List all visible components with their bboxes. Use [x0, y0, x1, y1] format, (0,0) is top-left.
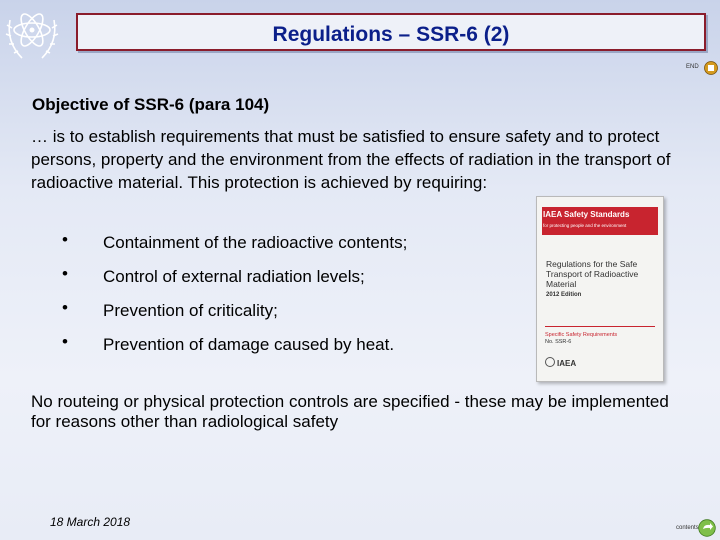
bullet-icon: • [62, 264, 68, 283]
end-label: END [686, 64, 699, 70]
iaea-seal-icon [545, 357, 555, 367]
book-series-sub: for protecting people and the environment [543, 223, 627, 228]
bullet-icon: • [62, 332, 68, 351]
slide-date: 18 March 2018 [50, 515, 131, 529]
book-publisher: IAEA [557, 359, 577, 368]
contents-label: contents [676, 525, 699, 531]
slide-title: Regulations – SSR-6 (2) [272, 23, 510, 46]
end-button[interactable] [704, 61, 718, 75]
objective-paragraph: … is to establish requirements that must be satisfied to ensure safety and to protect persons, property and the environment from the effects of radiation in the transport of radioactive material. This protection is achieved by requiring: [31, 127, 671, 192]
book-edition: 2012 Edition [546, 292, 582, 298]
ssr6-book-cover [536, 196, 664, 382]
section-heading: Objective of SSR-6 (para 104) [32, 95, 270, 114]
book-series: IAEA Safety Standards [543, 210, 630, 219]
title-box [76, 13, 706, 51]
stop-icon [708, 65, 714, 71]
bullet-icon: • [62, 230, 68, 249]
book-title: Regulations for the Safe Transport of Radioactive Material [546, 259, 639, 289]
contents-button[interactable] [698, 519, 716, 537]
book-requirements: Specific Safety Requirements [545, 332, 618, 338]
routeing-note: No routeing or physical protection controls are specified - these may be implemented for reasons other than radiological safety [31, 392, 669, 431]
iaea-logo [2, 2, 62, 68]
bullet-icon: • [62, 298, 68, 317]
book-rule [545, 326, 655, 327]
book-number: No. SSR-6 [545, 339, 572, 345]
